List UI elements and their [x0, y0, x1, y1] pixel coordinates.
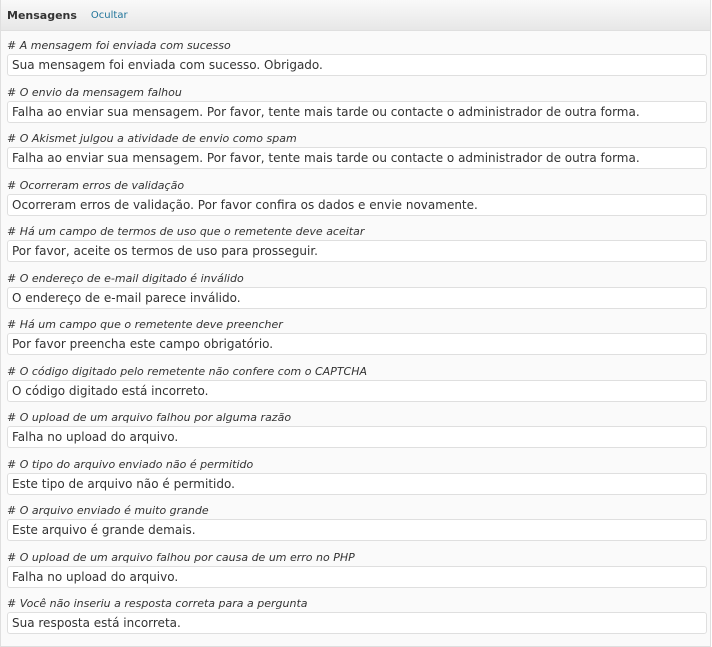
message-item [7, 86, 705, 133]
message-item [7, 504, 705, 551]
message-input[interactable] [7, 287, 707, 309]
message-item [7, 272, 705, 319]
message-description: # O Akismet julgou a atividade de envio como spam [7, 132, 297, 145]
message-description: # Há um campo de termos de uso que o remetente deve aceitar [7, 225, 365, 238]
message-description: # A mensagem foi enviada com sucesso [7, 39, 231, 52]
message-input[interactable] [7, 333, 707, 355]
message-description: # O upload de um arquivo falhou por alguma razão [7, 411, 292, 424]
message-item [7, 458, 705, 505]
message-description: # Há um campo que o remetente deve preencher [7, 318, 283, 331]
message-input[interactable] [7, 426, 707, 448]
messages-list [1, 31, 710, 644]
message-item [7, 318, 705, 365]
message-item [7, 179, 705, 226]
message-input[interactable] [7, 473, 707, 495]
message-description: # O arquivo enviado é muito grande [7, 504, 209, 517]
message-description: # O endereço de e-mail digitado é inválido [7, 271, 244, 285]
message-item [7, 365, 705, 412]
message-item [7, 132, 705, 179]
message-input[interactable] [7, 194, 707, 216]
hide-toggle-link[interactable]: Ocultar [90, 9, 128, 21]
message-item [7, 597, 705, 644]
message-input[interactable] [7, 54, 707, 76]
message-input[interactable] [7, 240, 707, 262]
message-input[interactable] [7, 519, 707, 541]
message-item [7, 551, 705, 598]
message-input[interactable] [7, 380, 707, 402]
message-item [7, 225, 705, 272]
panel-header [1, 0, 710, 31]
message-item [7, 411, 705, 458]
message-description: # O upload de um arquivo falhou por causa de um erro no PHP [7, 550, 355, 564]
message-description: # O envio da mensagem falhou [7, 85, 182, 99]
message-item [7, 39, 705, 86]
message-input[interactable] [7, 147, 707, 169]
message-input[interactable] [7, 101, 707, 123]
message-input[interactable] [7, 612, 707, 634]
message-description: # O tipo do arquivo enviado não é permitido [7, 457, 254, 471]
message-input[interactable] [7, 566, 707, 588]
message-description: # Você não inseriu a resposta correta para a pergunta [7, 597, 308, 610]
message-description: # Ocorreram erros de validação [7, 178, 185, 192]
message-description: # O código digitado pelo remetente não confere com o CAPTCHA [7, 364, 368, 378]
panel-title: Mensagens [7, 8, 77, 22]
